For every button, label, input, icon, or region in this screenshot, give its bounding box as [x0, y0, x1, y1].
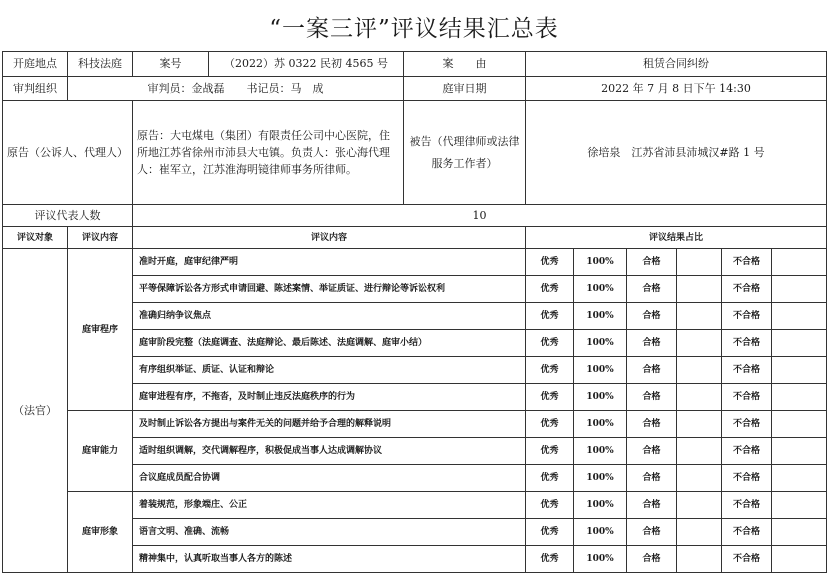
criterion-text: 着装规范，形象端庄、公正	[133, 492, 526, 519]
pass-label: 合格	[627, 546, 677, 573]
reps-label: 评议代表人数	[3, 205, 133, 227]
pass-label: 合格	[627, 357, 677, 384]
fail-percent	[772, 519, 827, 546]
excellent-label: 优秀	[526, 411, 574, 438]
fail-percent	[772, 249, 827, 276]
pass-percent	[677, 492, 722, 519]
excellent-label: 优秀	[526, 465, 574, 492]
fail-percent	[772, 546, 827, 573]
pass-percent	[677, 303, 722, 330]
table-row	[3, 492, 827, 519]
evaluation-object: （法官）	[3, 249, 68, 573]
criterion-text: 适时组织调解，交代调解程序，积极促成当事人达成调解协议	[133, 438, 526, 465]
panel-value: 审判员：金战磊 书记员：马 成	[68, 77, 404, 101]
excellent-percent: 100%	[574, 249, 627, 276]
excellent-label: 优秀	[526, 303, 574, 330]
fail-percent	[772, 465, 827, 492]
excellent-percent: 100%	[574, 384, 627, 411]
excellent-label: 优秀	[526, 492, 574, 519]
criterion-text: 庭审进程有序，不拖沓，及时制止违反法庭秩序的行为	[133, 384, 526, 411]
excellent-label: 优秀	[526, 276, 574, 303]
excellent-percent: 100%	[574, 303, 627, 330]
plaintiff-value: 原告：大屯煤电（集团）有限责任公司中心医院，住所地江苏省徐州市沛县大屯镇。负责人：张心海代理人：崔军立，江苏淮海明镜律师事务所律师。	[133, 101, 404, 205]
pass-percent	[677, 465, 722, 492]
fail-label: 不合格	[722, 546, 772, 573]
excellent-percent: 100%	[574, 438, 627, 465]
pass-percent	[677, 330, 722, 357]
fail-label: 不合格	[722, 411, 772, 438]
fail-label: 不合格	[722, 249, 772, 276]
excellent-percent: 100%	[574, 492, 627, 519]
pass-label: 合格	[627, 303, 677, 330]
fail-percent	[772, 303, 827, 330]
excellent-percent: 100%	[574, 276, 627, 303]
fail-label: 不合格	[722, 465, 772, 492]
panel-label: 审判组织	[3, 77, 68, 101]
pass-label: 合格	[627, 465, 677, 492]
date-label: 庭审日期	[404, 77, 526, 101]
fail-percent	[772, 384, 827, 411]
cause-label: 案 由	[404, 52, 526, 77]
fail-percent	[772, 276, 827, 303]
fail-percent	[772, 492, 827, 519]
criterion-text: 平等保障诉讼各方形式申请回避、陈述案情、举证质证、进行辩论等诉讼权利	[133, 276, 526, 303]
excellent-label: 优秀	[526, 384, 574, 411]
excellent-label: 优秀	[526, 357, 574, 384]
pass-label: 合格	[627, 438, 677, 465]
excellent-percent: 100%	[574, 357, 627, 384]
pass-percent	[677, 411, 722, 438]
excellent-percent: 100%	[574, 330, 627, 357]
pass-label: 合格	[627, 411, 677, 438]
fail-label: 不合格	[722, 519, 772, 546]
header-content-category: 评议内容	[68, 227, 133, 249]
excellent-label: 优秀	[526, 519, 574, 546]
case-no-value: （2022）苏 0322 民初 4565 号	[209, 52, 404, 77]
criterion-text: 合议庭成员配合协调	[133, 465, 526, 492]
pass-label: 合格	[627, 492, 677, 519]
summary-table	[2, 51, 827, 573]
table-row	[3, 249, 827, 276]
case-no-label: 案号	[133, 52, 209, 77]
plaintiff-label: 原告（公诉人、代理人）	[3, 101, 133, 205]
reps-value: 10	[133, 205, 827, 227]
criterion-text: 及时制止诉讼各方提出与案件无关的问题并给予合理的解释说明	[133, 411, 526, 438]
category-label: 庭审程序	[68, 249, 133, 411]
criterion-text: 准时开庭，庭审纪律严明	[133, 249, 526, 276]
pass-label: 合格	[627, 249, 677, 276]
defendant-label: 被告（代理律师或法律服务工作者）	[404, 101, 526, 205]
pass-percent	[677, 357, 722, 384]
date-value: 2022 年 7 月 8 日下午 14:30	[526, 77, 827, 101]
fail-percent	[772, 438, 827, 465]
excellent-label: 优秀	[526, 330, 574, 357]
fail-label: 不合格	[722, 330, 772, 357]
pass-percent	[677, 519, 722, 546]
table-row	[3, 411, 827, 438]
criterion-text: 有序组织举证、质证、认证和辩论	[133, 357, 526, 384]
pass-percent	[677, 249, 722, 276]
fail-percent	[772, 330, 827, 357]
fail-label: 不合格	[722, 303, 772, 330]
page-title: “一案三评”评议结果汇总表	[269, 16, 559, 42]
excellent-label: 优秀	[526, 438, 574, 465]
excellent-percent: 100%	[574, 465, 627, 492]
defendant-value: 徐培泉 江苏省沛县沛城汉#路 1 号	[526, 101, 827, 205]
excellent-percent: 100%	[574, 411, 627, 438]
header-object: 评议对象	[3, 227, 68, 249]
cause-value: 租赁合同纠纷	[526, 52, 827, 77]
venue-label: 开庭地点	[3, 52, 68, 77]
header-result: 评议结果占比	[526, 227, 827, 249]
fail-label: 不合格	[722, 438, 772, 465]
pass-percent	[677, 276, 722, 303]
excellent-label: 优秀	[526, 546, 574, 573]
excellent-percent: 100%	[574, 519, 627, 546]
pass-label: 合格	[627, 384, 677, 411]
pass-percent	[677, 384, 722, 411]
excellent-percent: 100%	[574, 546, 627, 573]
category-label: 庭审形象	[68, 492, 133, 573]
fail-percent	[772, 357, 827, 384]
fail-percent	[772, 411, 827, 438]
venue-value: 科技法庭	[68, 52, 133, 77]
header-content: 评议内容	[133, 227, 526, 249]
fail-label: 不合格	[722, 276, 772, 303]
criterion-text: 准确归纳争议焦点	[133, 303, 526, 330]
pass-label: 合格	[627, 330, 677, 357]
pass-label: 合格	[627, 519, 677, 546]
pass-percent	[677, 438, 722, 465]
excellent-label: 优秀	[526, 249, 574, 276]
fail-label: 不合格	[722, 384, 772, 411]
criterion-text: 语言文明、准确、流畅	[133, 519, 526, 546]
criterion-text: 庭审阶段完整（法庭调查、法庭辩论、最后陈述、法庭调解、庭审小结）	[133, 330, 526, 357]
criterion-text: 精神集中，认真听取当事人各方的陈述	[133, 546, 526, 573]
pass-label: 合格	[627, 276, 677, 303]
fail-label: 不合格	[722, 357, 772, 384]
pass-percent	[677, 546, 722, 573]
category-label: 庭审能力	[68, 411, 133, 492]
fail-label: 不合格	[722, 492, 772, 519]
